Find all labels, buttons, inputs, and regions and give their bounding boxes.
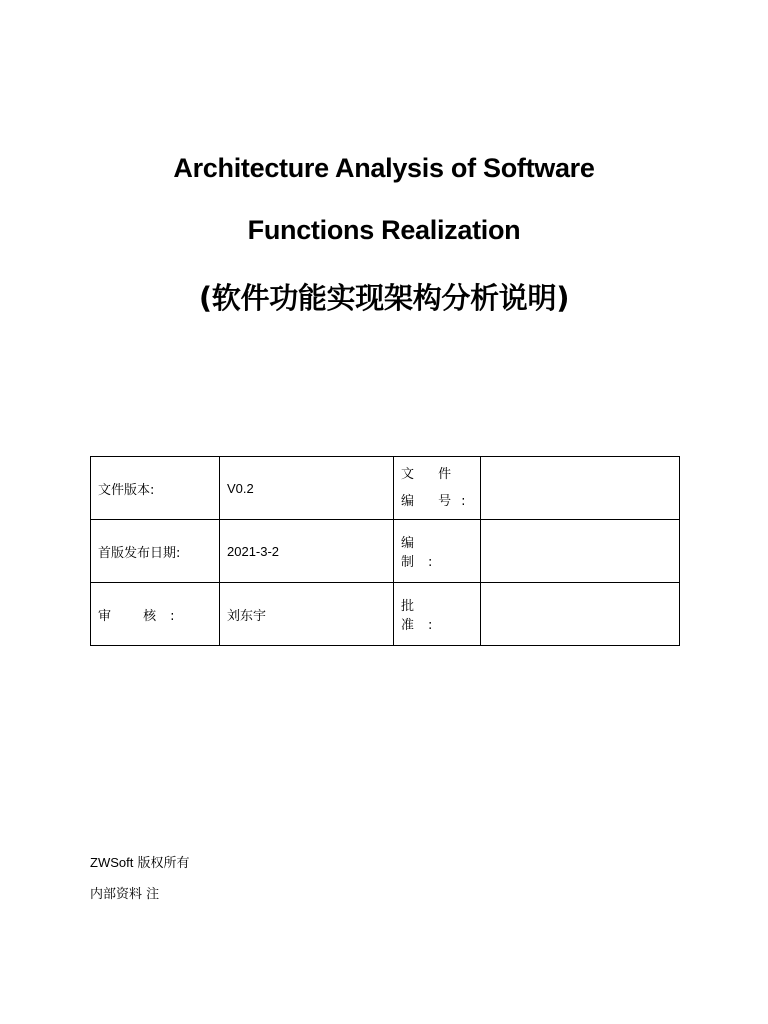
copyright-line (90, 852, 189, 871)
document-title-line-1: Architecture Analysis of Software (173, 153, 595, 183)
copyright-text: 版权所有 (133, 856, 190, 871)
label-file-number: 文 件 编 号: (394, 457, 481, 520)
label-file-version: 文件版本: (91, 457, 220, 520)
internal-note: 内部资料 注 (90, 887, 160, 902)
document-title-chinese: (软件功能实现架构分析说明) (198, 281, 570, 315)
label-approver: 批 准: (394, 583, 481, 646)
value-approver (481, 583, 680, 646)
document-title-line-2: Functions Realization (247, 215, 521, 245)
document-info-table (90, 456, 680, 646)
label-reviewer: 审 核: (91, 583, 220, 646)
table-row (91, 583, 680, 646)
value-file-number (481, 457, 680, 520)
value-compiled-by (481, 520, 680, 583)
company-name: ZWSoft (90, 855, 134, 870)
table-row (91, 520, 680, 583)
value-reviewer: 刘东宇 (220, 583, 394, 646)
value-file-version: V0.2 (220, 457, 394, 520)
table-row (91, 457, 680, 520)
label-first-release-date: 首版发布日期: (91, 520, 220, 583)
label-compiled-by: 编 制: (394, 520, 481, 583)
value-first-release-date: 2021-3-2 (220, 520, 394, 583)
